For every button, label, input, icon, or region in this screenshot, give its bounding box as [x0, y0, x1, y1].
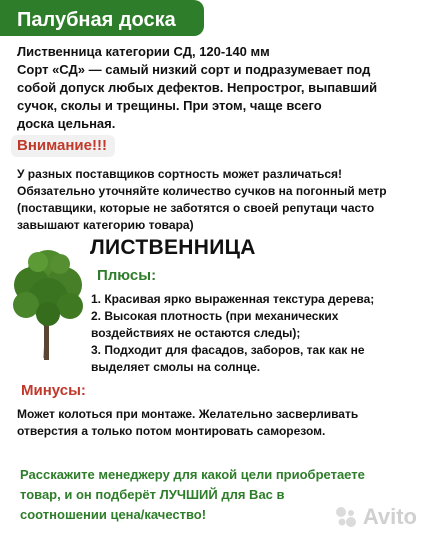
footer-line: Расскажите менеджеру для какой цели приобретаете — [20, 467, 365, 482]
pros-line: 2. Высокая плотность (при механических — [91, 309, 339, 323]
warning-line: Обязательно уточняйте количество сучков на погонный метр — [17, 184, 387, 198]
tree-icon — [8, 240, 88, 360]
cons-line: Может колоться при монтаже. Желательно засверливать — [17, 407, 359, 421]
footer-line: соотношении цена/качество! — [20, 507, 207, 522]
warning-line: завышают категорию товара) — [17, 218, 194, 232]
intro-line: собой допуск любых дефектов. Непрострог, выпавший — [17, 80, 378, 95]
footer-line: товар, и он подберёт ЛУЧШИЙ для Вас в — [20, 487, 285, 502]
avito-logo-icon — [333, 504, 359, 530]
page-title: Палубная доска — [17, 9, 176, 31]
pros-line: выделяет смолы на солнце. — [91, 360, 261, 374]
cons-heading: Минусы: — [21, 382, 86, 399]
intro-line: Сорт «СД» — самый низкий сорт и подразумевает под — [17, 62, 371, 77]
warning-line: У разных поставщиков сортность может различаться! — [17, 167, 343, 181]
pros-line: 1. Красивая ярко выраженная текстура дерева; — [91, 292, 375, 306]
pros-heading: Плюсы: — [97, 267, 157, 284]
intro-line: доска цельная. — [17, 116, 116, 131]
watermark-text: Avito — [362, 504, 417, 529]
warning-label: Внимание!!! — [17, 137, 107, 154]
intro-line: сучок, сколы и трещины. При этом, чаще всего — [17, 98, 322, 113]
pros-line: 3. Подходит для фасадов, заборов, так как не — [91, 343, 365, 357]
pros-line: воздействиях не остаются следы); — [91, 326, 301, 340]
avito-watermark — [333, 504, 417, 530]
intro-line: Лиственница категории СД, 120-140 мм — [17, 44, 270, 59]
section-title: ЛИСТВЕННИЦА — [90, 236, 256, 259]
cons-line: отверстия а только потом монтировать саморезом. — [17, 424, 326, 438]
warning-line: (поставщики, которые не заботятся о своей репутаци часто — [17, 201, 375, 215]
